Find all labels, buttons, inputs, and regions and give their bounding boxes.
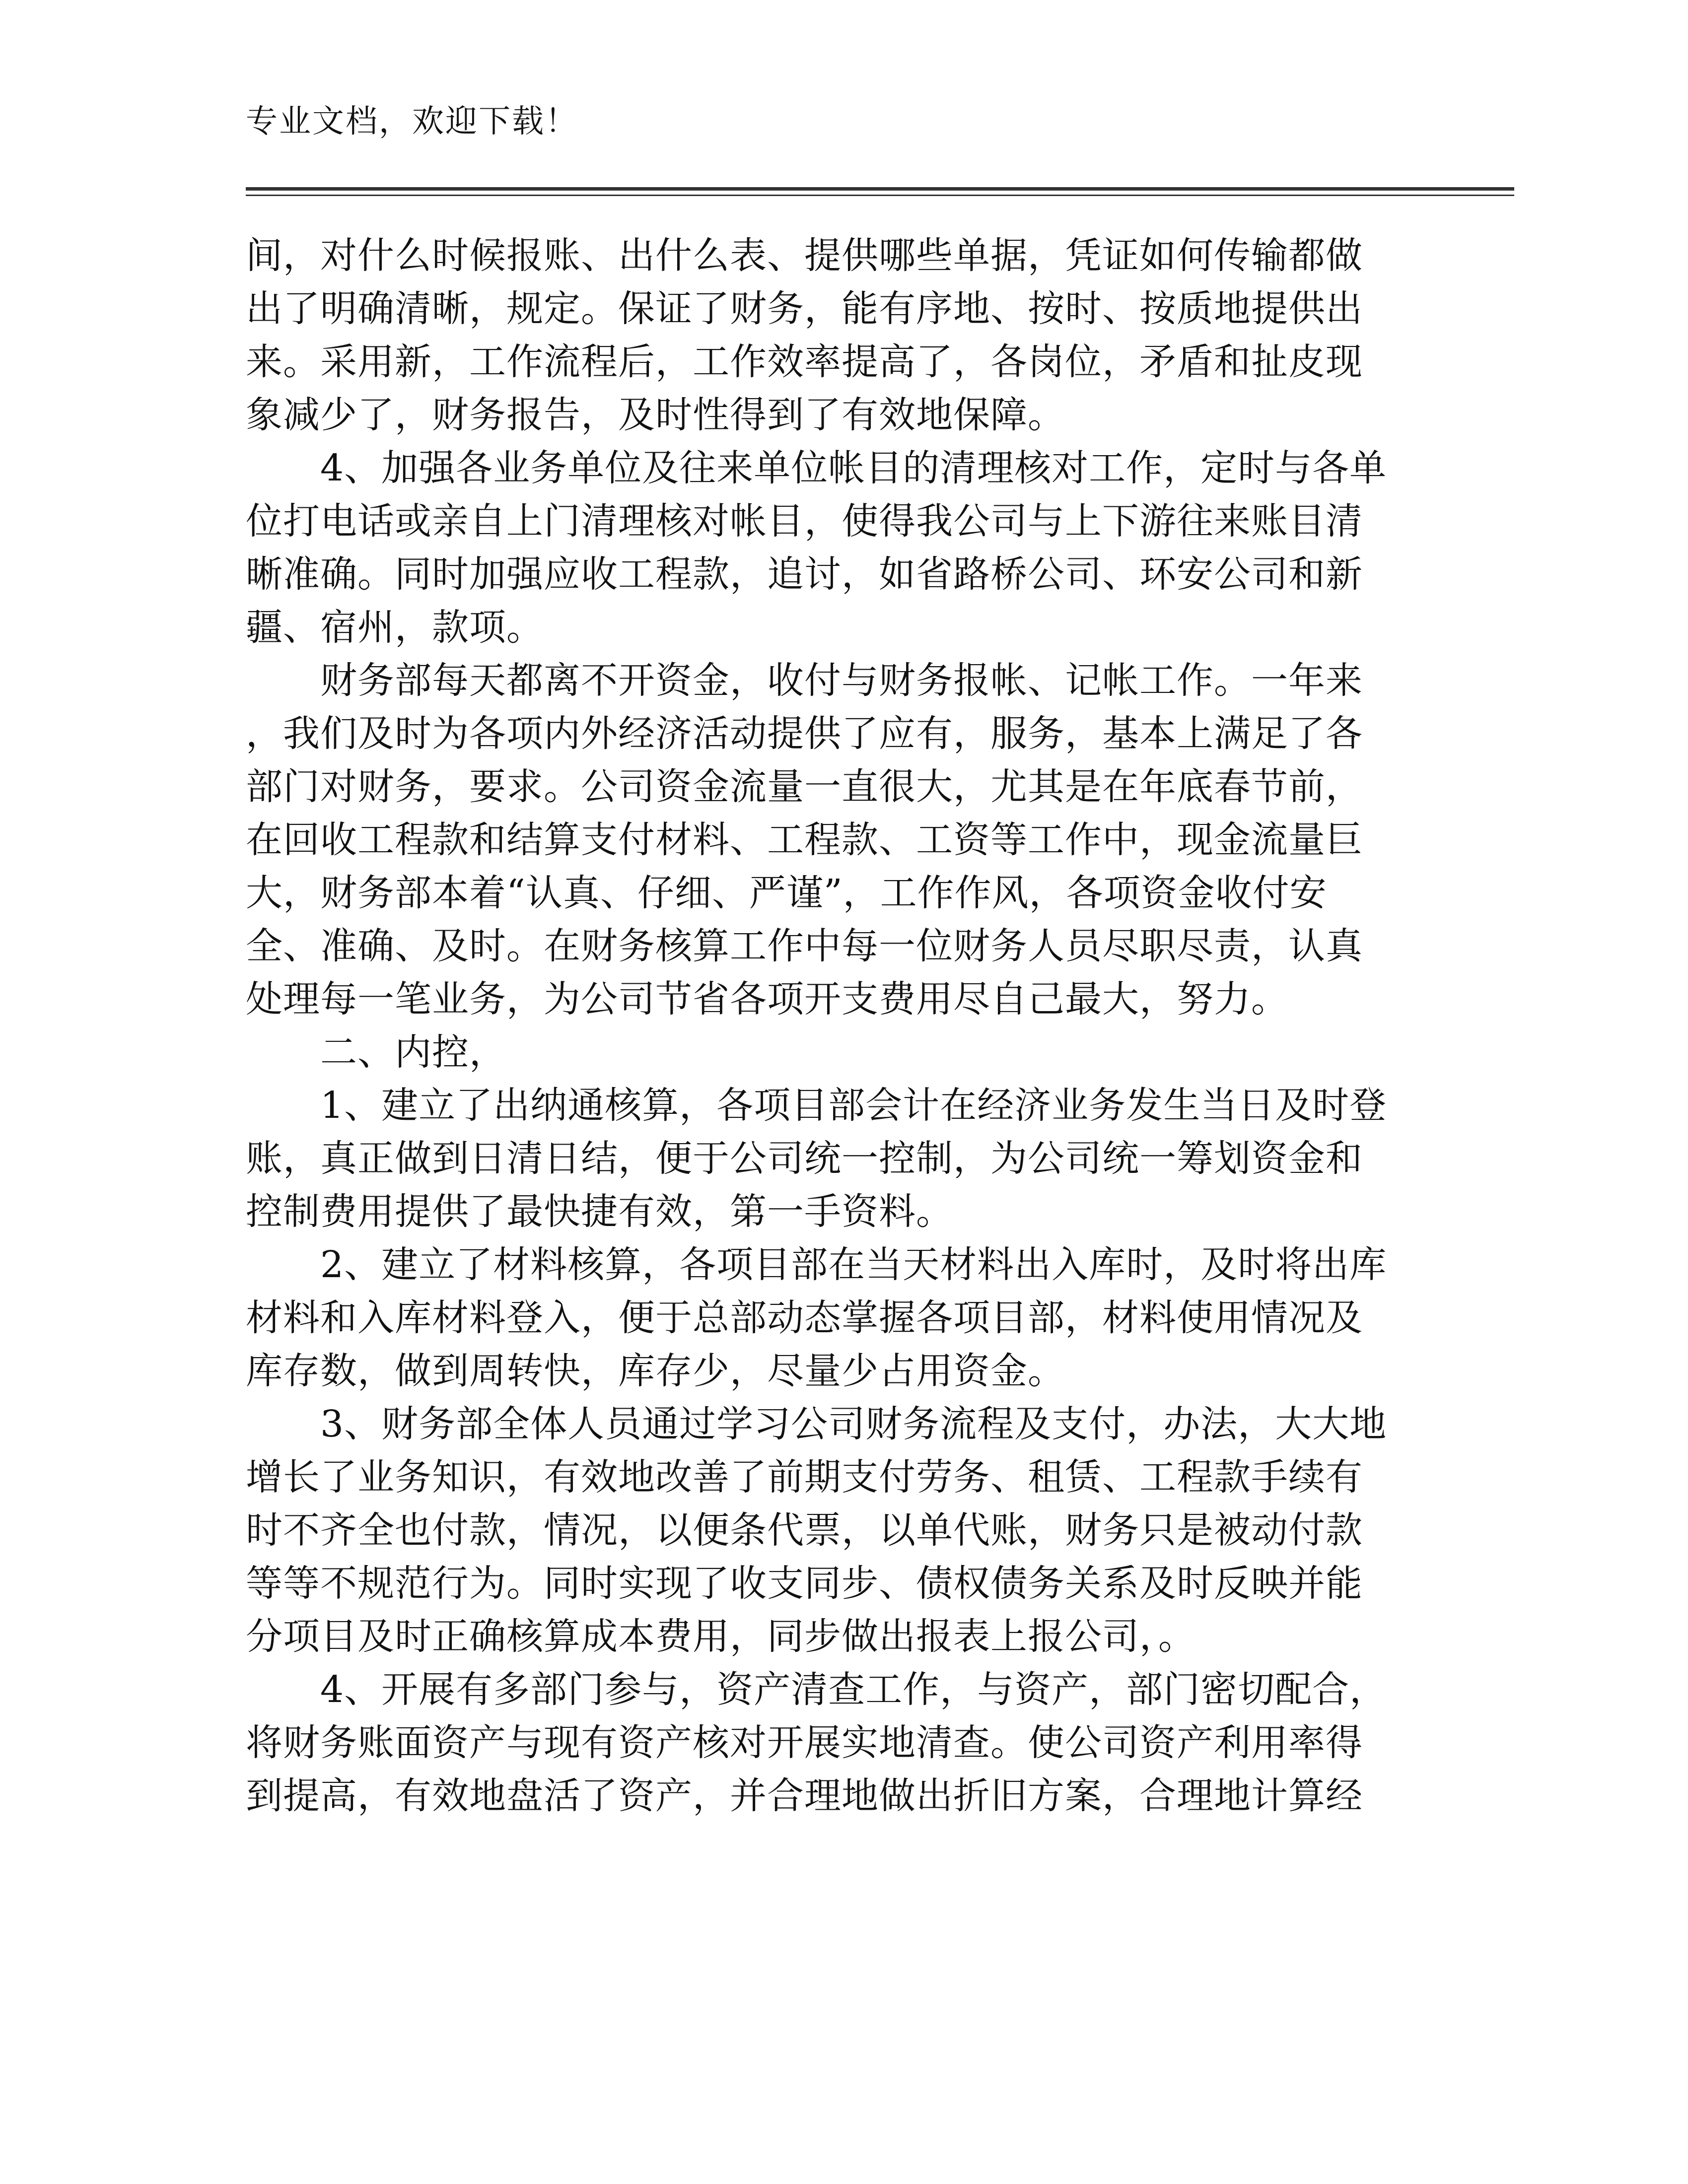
- text-line: 账，真正做到日清日结，便于公司统一控制，为公司统一筹划资金和: [246, 1137, 1363, 1180]
- text-line: 等等不规范行为。同时实现了收支同步、债权债务关系及时反映并能: [246, 1562, 1363, 1605]
- text-line: 4、加强各业务单位及往来单位帐目的清理核对工作，定时与各单: [246, 447, 1387, 489]
- text-line: 晰准确。同时加强应收工程款，追讨，如省路桥公司、环安公司和新: [246, 553, 1363, 596]
- text-line: ，我们及时为各项内外经济活动提供了应有，服务，基本上满足了各: [246, 712, 1363, 755]
- text-line: 分项目及时正确核算成本费用，同步做出报表上报公司，。: [246, 1615, 1196, 1658]
- text-line: 3、财务部全体人员通过学习公司财务流程及支付，办法，大大地: [246, 1403, 1387, 1445]
- text-line: 全、准确、及时。在财务核算工作中每一位财务人员尽职尽责，认真: [246, 925, 1363, 967]
- text-line: 疆、宿州，款项。: [246, 606, 544, 649]
- text-line: 到提高，有效地盘活了资产，并合理地做出折旧方案，合理地计算经: [246, 1774, 1363, 1817]
- text-line: 来。采用新，工作流程后，工作效率提高了，各岗位，矛盾和扯皮现: [246, 341, 1363, 383]
- text-line: 大，财务部本着“认真、仔细、严谨”，工作作风，各项资金收付安: [246, 872, 1327, 914]
- header-rule-thin: [246, 195, 1514, 196]
- text-line: 处理每一笔业务，为公司节省各项开支费用尽自己最大，努力。: [246, 978, 1288, 1021]
- page-header-text: 专业文档，欢迎下载！: [246, 103, 578, 140]
- text-line: 象减少了，财务报告，及时性得到了有效地保障。: [246, 394, 1065, 436]
- text-line: 4、开展有多部门参与，资产清查工作，与资产，部门密切配合，: [246, 1668, 1387, 1711]
- text-line: 1、建立了出纳通核算，各项目部会计在经济业务发生当日及时登: [246, 1084, 1387, 1127]
- text-line: 材料和入库材料登入，便于总部动态掌握各项目部，材料使用情况及: [246, 1297, 1363, 1339]
- text-line: 控制费用提供了最快捷有效，第一手资料。: [246, 1190, 953, 1233]
- text-line: 出了明确清晰，规定。保证了财务，能有序地、按时、按质地提供出: [246, 287, 1363, 330]
- text-line: 2、建立了材料核算，各项目部在当天材料出入库时，及时将出库: [246, 1243, 1387, 1286]
- text-line: 二、内控，: [246, 1031, 506, 1074]
- text-line: 间，对什么时候报账、出什么表、提供哪些单据，凭证如何传输都做: [246, 234, 1363, 277]
- document-body: [246, 229, 1440, 1823]
- text-line: 位打电话或亲自上门清理核对帐目，使得我公司与上下游往来账目清: [246, 500, 1363, 543]
- text-line: 将财务账面资产与现有资产核对开展实地清查。使公司资产利用率得: [246, 1721, 1363, 1764]
- text-line: 时不齐全也付款，情况，以便条代票，以单代账，财务只是被动付款: [246, 1509, 1363, 1552]
- header-rule-thick: [246, 187, 1514, 191]
- text-line: 在回收工程款和结算支付材料、工程款、工资等工作中，现金流量巨: [246, 819, 1363, 861]
- text-line: 财务部每天都离不开资金，收付与财务报帐、记帐工作。一年来: [246, 659, 1363, 702]
- text-line: 部门对财务，要求。公司资金流量一直很大，尤其是在年底春节前，: [246, 765, 1363, 808]
- text-line: 增长了业务知识，有效地改善了前期支付劳务、租赁、工程款手续有: [246, 1456, 1363, 1499]
- text-line: 库存数，做到周转快，库存少，尽量少占用资金。: [246, 1350, 1065, 1392]
